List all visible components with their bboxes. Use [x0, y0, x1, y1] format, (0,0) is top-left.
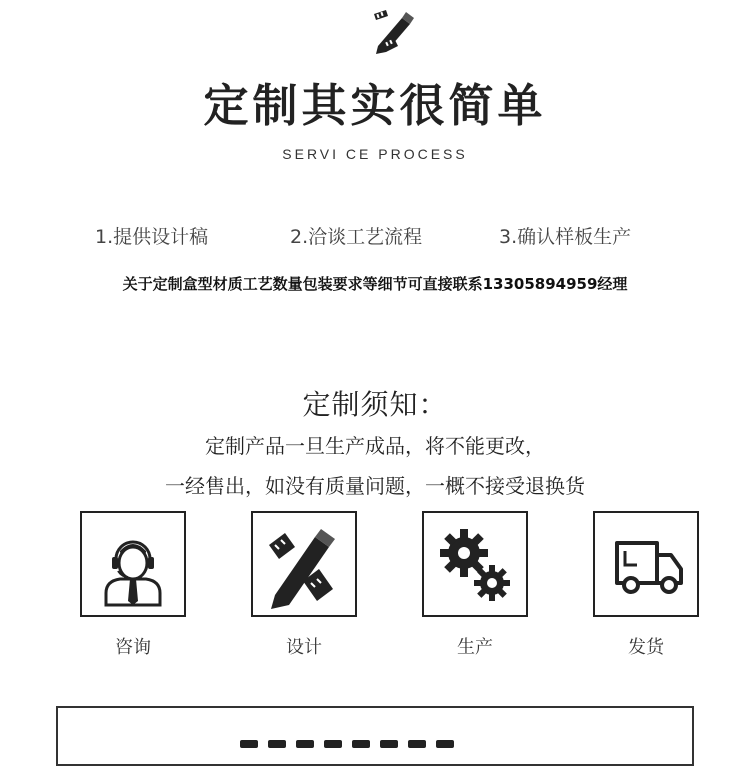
step-provide-design: 1.提供设计稿 — [95, 226, 209, 248]
step-confirm-sample: 3.确认样板生产 — [499, 226, 632, 248]
process-label-produce: 生产 — [457, 637, 493, 658]
process-label-ship: 发货 — [628, 637, 664, 658]
process-box-ship — [593, 511, 699, 617]
cropped-text-fragment — [240, 740, 500, 752]
pencil-ruler-icon — [364, 6, 420, 56]
notice-title: 定制须知： — [302, 388, 448, 421]
contact-line: 关于定制盒型材质工艺数量包装要求等细节可直接联系13305894959经理 — [122, 275, 628, 293]
gears-icon — [424, 513, 526, 615]
bottom-section-frame — [56, 706, 694, 766]
page-title: 定制其实很简单 — [203, 79, 547, 132]
process-box-produce — [422, 511, 528, 617]
page-subtitle: SERVI CE PROCESS — [282, 146, 468, 162]
step-discuss-process: 2.洽谈工艺流程 — [290, 226, 423, 248]
process-box-consult — [80, 511, 186, 617]
process-box-design — [251, 511, 357, 617]
process-label-design: 设计 — [286, 637, 322, 658]
notice-line: 一经售出，如没有质量问题，一概不接受退换货 — [165, 474, 585, 498]
pencil-ruler-icon — [253, 513, 355, 615]
notice-line: 定制产品一旦生产成品，将不能更改， — [205, 434, 545, 458]
delivery-truck-icon — [595, 513, 697, 615]
process-label-consult: 咨询 — [115, 637, 151, 658]
customer-service-icon — [82, 513, 184, 615]
